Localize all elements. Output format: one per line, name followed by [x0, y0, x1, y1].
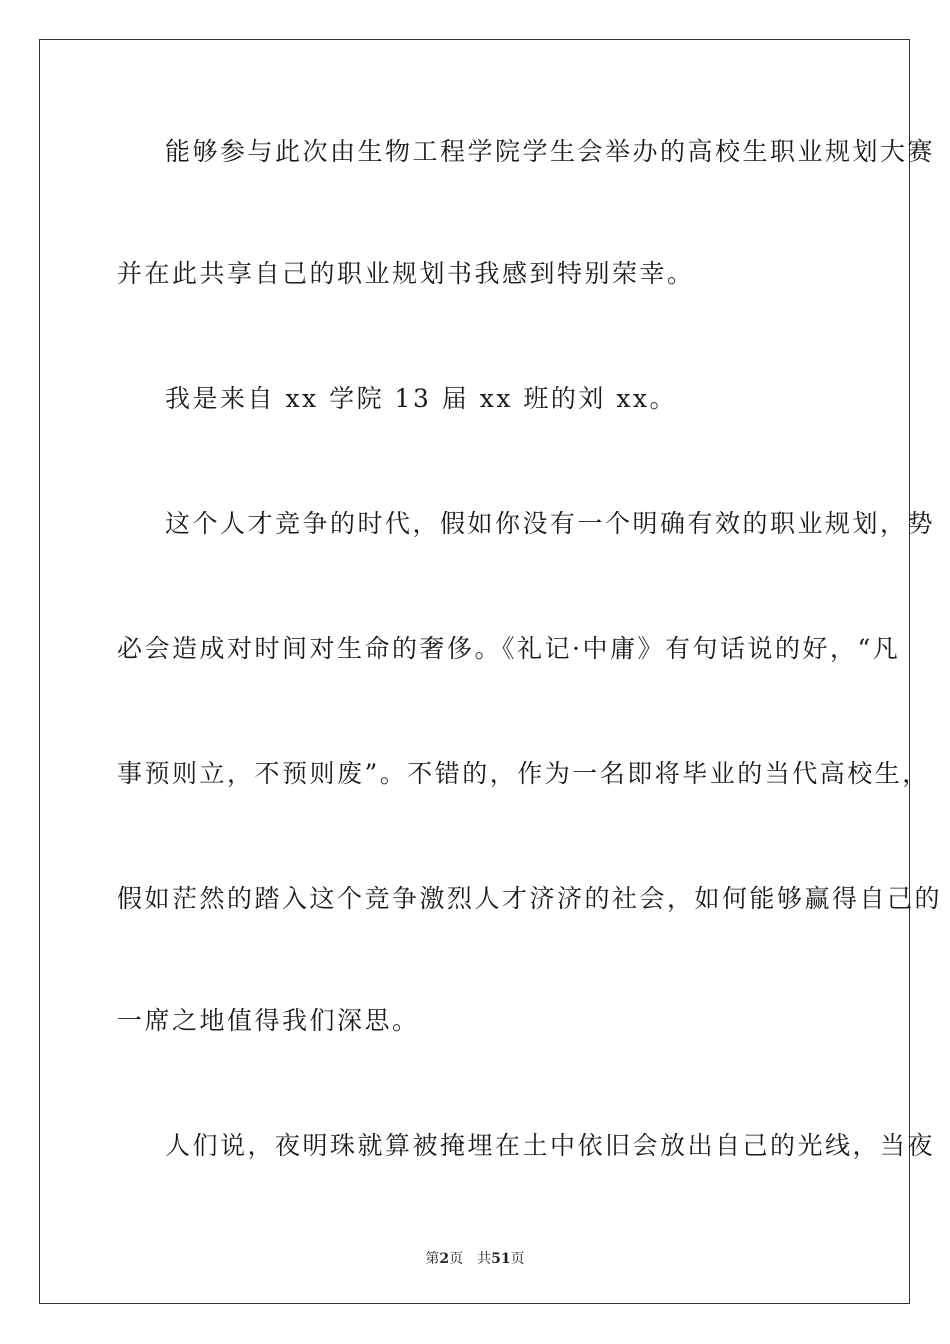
page-number: 2	[439, 1251, 450, 1267]
paragraph-line: 并在此共享自己的职业规划书我感到特别荣幸。	[117, 259, 695, 288]
total-pages: 51	[491, 1251, 511, 1267]
page-border	[39, 39, 943, 1304]
paragraph-line: 能够参与此次由生物工程学院学生会举办的高校生职业规划大赛	[165, 137, 936, 166]
page-prefix: 第	[425, 1251, 440, 1267]
paragraph-line: 假如茫然的踏入这个竞争激烈人才济济的社会，如何能够赢得自己的	[117, 884, 943, 913]
paragraph-line: 人们说，夜明珠就算被掩埋在土中依旧会放出自己的光线，当夜	[165, 1131, 936, 1160]
paragraph-line: 这个人才竞争的时代，假如你没有一个明确有效的职业规划，势	[165, 509, 936, 538]
paragraph-line: 我是来自 xx 学院 13 届 xx 班的刘 xx。	[165, 384, 678, 413]
paragraph-line: 必会造成对时间对生命的奢侈。《礼记·中庸》有句话说的好，“凡	[117, 634, 901, 663]
paragraph-line: 事预则立，不预则废”。不错的，作为一名即将毕业的当代高校生，	[117, 759, 930, 788]
page-footer	[0, 1248, 950, 1268]
total-suffix: 页	[510, 1251, 525, 1267]
total-prefix: 共	[477, 1251, 492, 1267]
paragraph-line: 一席之地值得我们深思。	[117, 1006, 420, 1035]
page-suffix: 页	[449, 1251, 464, 1267]
